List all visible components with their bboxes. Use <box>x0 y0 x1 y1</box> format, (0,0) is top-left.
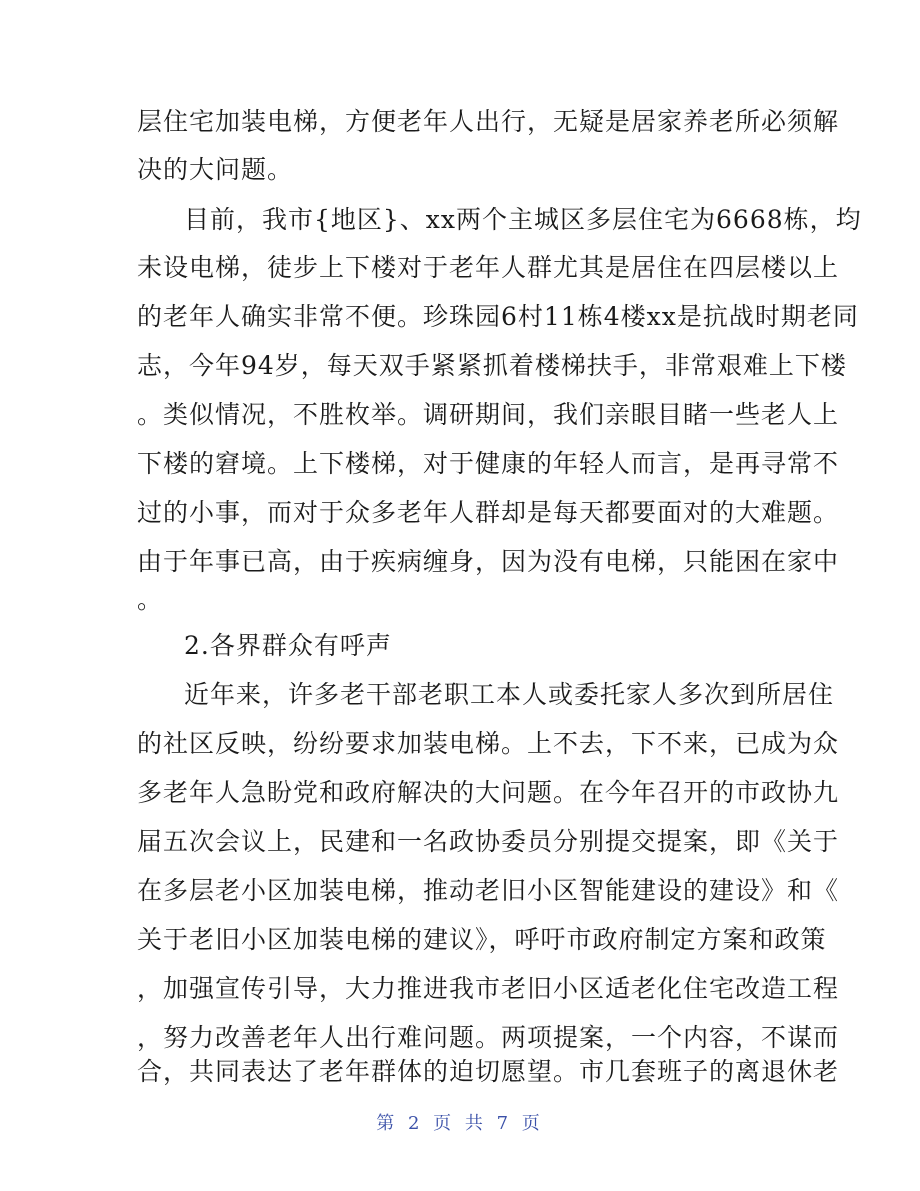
text-line-5: 的老年人确实非常不便。珍珠园6村11栋4楼xx是抗战时期老同 <box>137 302 859 331</box>
text-line-9: 过的小事，而对于众多老年人群却是每天都要面对的大难题。 <box>137 498 840 527</box>
text-line-18: 关于老旧小区加装电梯的建议》，呼吁市政府制定方案和政策 <box>137 925 827 954</box>
text-line-21: 合，共同表达了老年群体的迫切愿望。市几套班子的离退休老 <box>137 1057 840 1086</box>
text-line-8: 下楼的窘境。上下楼梯，对于健康的年轻人而言，是再寻常不 <box>137 449 840 478</box>
text-line-2: 决的大问题。 <box>137 155 294 184</box>
text-line-1: 层住宅加装电梯，方便老年人出行，无疑是居家养老所必须解 <box>137 107 840 136</box>
text-line-10: 由于年事已高，由于疾病缠身，因为没有电梯，只能困在家中 <box>137 547 840 576</box>
paragraph-start-line: 目前，我市{地区}、xx两个主城区多层住宅为6668栋，均 <box>184 205 862 234</box>
text-line-11: 。 <box>137 585 164 614</box>
page-number-footer: 第 2 页 共 7 页 <box>376 1113 544 1134</box>
section-heading: 2.各界群众有呼声 <box>184 631 392 660</box>
text-line-4: 未设电梯，徒步上下楼对于老年人群尤其是居住在四层楼以上 <box>137 253 840 282</box>
text-line-20: ，努力改善老年人出行难问题。两项提案，一个内容，不谋而 <box>137 1023 840 1052</box>
text-line-6: 志，今年94岁，每天双手紧紧抓着楼梯扶手，非常艰难上下楼 <box>137 351 847 380</box>
paragraph-start-line: 近年来，许多老干部老职工本人或委托家人多次到所居住 <box>184 680 835 709</box>
text-line-14: 的社区反映，纷纷要求加装电梯。上不去，下不来，已成为众 <box>137 729 840 758</box>
text-line-17: 在多层老小区加装电梯，推动老旧小区智能建设的建设》和《 <box>137 876 840 905</box>
text-line-16: 届五次会议上，民建和一名政协委员分别提交提案，即《关于 <box>137 827 840 856</box>
text-line-15: 多老年人急盼党和政府解决的大问题。在今年召开的市政协九 <box>137 778 840 807</box>
text-line-19: ，加强宣传引导，大力推进我市老旧小区适老化住宅改造工程 <box>137 974 840 1003</box>
text-line-7: 。类似情况，不胜枚举。调研期间，我们亲眼目睹一些老人上 <box>137 400 840 429</box>
